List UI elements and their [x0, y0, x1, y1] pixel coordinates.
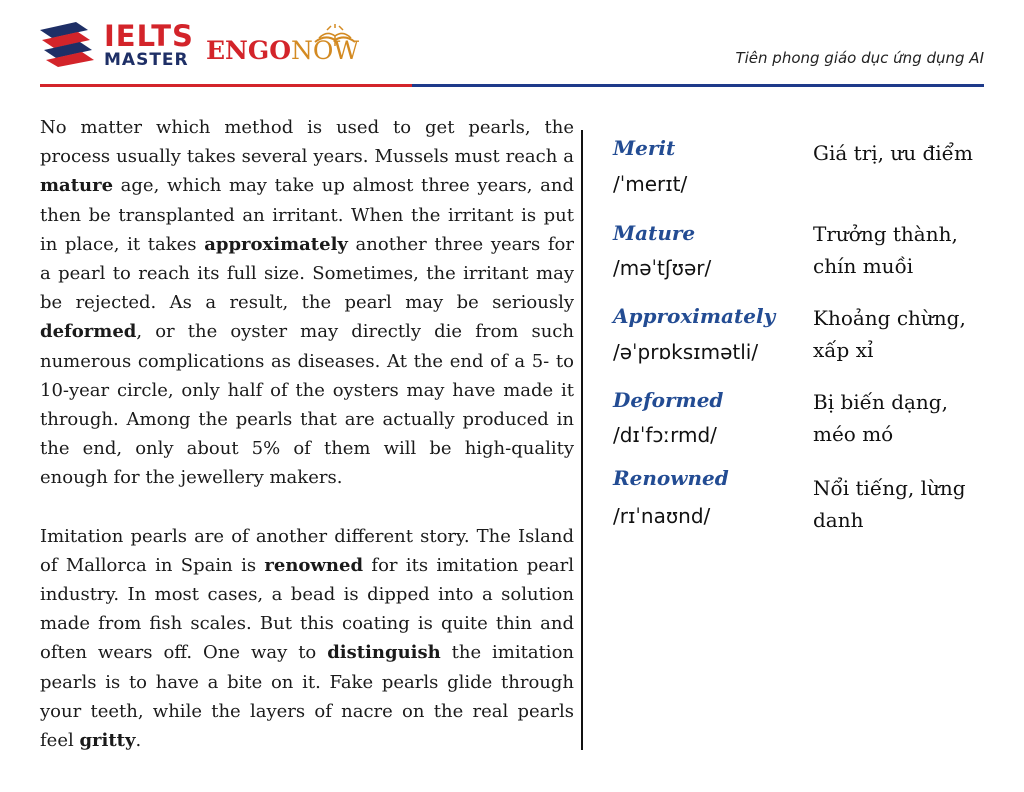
passage-text: for its imitation pearl industry. In most cases, a bead is dipped into a solution made from fish scales. But this coating is quite thin and often wears off. One way to: [40, 554, 574, 664]
passage-text: another three years for a pearl to reach its full size. Sometimes, the irritant may be rejected. As a result, the pearl may be seriously: [40, 233, 574, 314]
vocab-word-approximately: Approximately: [613, 304, 776, 328]
passage-text: .: [135, 730, 142, 752]
passage-text: age, which may take up almost three years, and then be transplanted an irritant. When the irritant is put in place, it takes: [40, 175, 574, 255]
reading-passage: [40, 113, 574, 755]
brand-now: NOW: [291, 36, 360, 65]
vocab-meaning-renowned: Nổi tiếng, lừng danh: [813, 476, 966, 532]
vocab-ipa-mature: /məˈtʃʊər/: [613, 256, 712, 280]
vocab-meaning-mature: Trưởng thành, chín muồi: [813, 222, 958, 278]
open-book-icon: [313, 24, 357, 50]
passage-text: No matter which method is used to get pearls, the process usually takes several years. Mussels must reach a: [40, 117, 574, 168]
vocab-highlight: renowned: [264, 554, 364, 576]
passage-paragraph-2: [40, 522, 574, 756]
vocab-word-renowned: Renowned: [613, 466, 729, 490]
passage-text: Imitation pearls are of another different story. The Island of Mallorca in Spain is: [40, 525, 574, 576]
passage-text: , or the oyster may directly die from such numerous complications as diseases. At the end of a 5- to 10-year circle, only half of the oysters may have made it through. Among the pearls that are actually produced in the end, only about 5% of them will be high-quality enough for the jewellery makers.: [40, 321, 574, 489]
vocab-highlight: mature: [40, 175, 114, 197]
passage-text: the imitation pearls is to have a bite on it. Fake pearls glide through your teeth, while the layers of nacre on the real pearls feel: [40, 642, 574, 752]
brand-engo: ENGO: [206, 36, 292, 65]
column-divider: [581, 130, 583, 750]
vocab-highlight: distinguish: [327, 642, 441, 664]
passage-paragraph-1: [40, 113, 574, 493]
vocab-highlight: approximately: [204, 233, 348, 255]
vocab-meaning-approximately: Khoảng chừng, xấp xỉ: [813, 306, 966, 362]
brand-master: MASTER: [104, 50, 189, 70]
vocab-highlight: gritty: [79, 730, 136, 752]
vocab-meaning-merit: Giá trị, ưu điểm: [813, 141, 973, 165]
vocab-ipa-deformed: /dɪˈfɔːrmd/: [613, 423, 717, 447]
vocab-ipa-merit: /ˈmerɪt/: [613, 172, 688, 196]
vocab-ipa-approximately: /əˈprɒksɪmətli/: [613, 340, 759, 364]
vocab-meaning-deformed: Bị biến dạng, méo mó: [813, 390, 948, 446]
brand-ielts: IELTS: [104, 19, 194, 53]
vocab-word-mature: Mature: [613, 221, 696, 245]
header-rule-red: [40, 84, 412, 87]
vocab-highlight: deformed: [40, 321, 137, 343]
ielts-master-logo-icon: [38, 20, 96, 68]
vocab-ipa-renowned: /rɪˈnaʊnd/: [613, 504, 711, 528]
tagline: Tiên phong giáo dục ứng dụng AI: [735, 49, 984, 67]
header-rule-navy: [412, 84, 984, 87]
vocab-word-merit: Merit: [613, 136, 676, 160]
page-header: [0, 0, 1024, 90]
vocab-word-deformed: Deformed: [613, 388, 724, 412]
